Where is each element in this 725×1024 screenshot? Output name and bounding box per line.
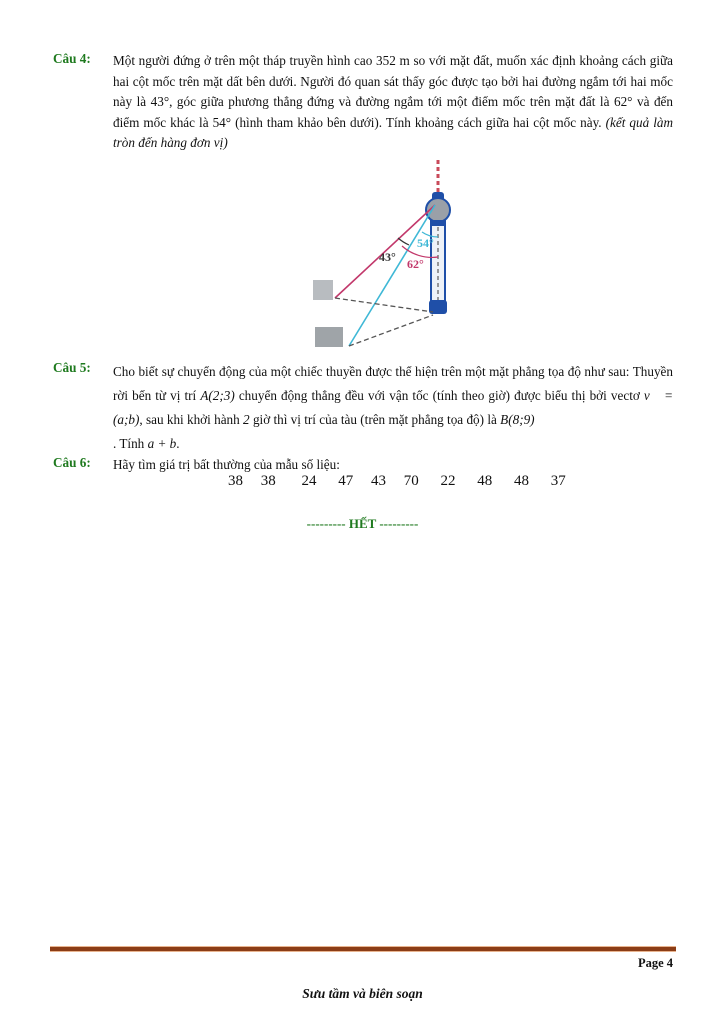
point-a: A(2;3) bbox=[200, 388, 235, 403]
data-value: 37 bbox=[550, 473, 566, 489]
question-label: Câu 5: bbox=[53, 360, 91, 375]
data-value: 47 bbox=[338, 473, 354, 489]
data-value: 24 bbox=[301, 473, 317, 489]
tower-figure bbox=[305, 160, 475, 350]
sightline-2 bbox=[349, 205, 435, 346]
tower-collar bbox=[431, 220, 445, 226]
text-segment: , sau khi khởi hành bbox=[139, 412, 240, 427]
vector-v: v⃗ = (a;b) bbox=[113, 388, 674, 427]
end-marker: --------- HẾT --------- bbox=[306, 516, 419, 531]
footer-credit: Sưu tầm và biên soạn bbox=[302, 986, 423, 1001]
angle-arc-43 bbox=[398, 238, 409, 245]
ground-line-1 bbox=[335, 298, 433, 312]
ground-line-2 bbox=[349, 315, 433, 346]
text-segment: . Tính bbox=[113, 436, 145, 451]
text-segment: chuyển động thẳng đều với vận tốc (tính theo giờ) được biểu thị bởi vectơ bbox=[238, 388, 640, 403]
question-4 bbox=[53, 51, 673, 154]
angle-label-54: 54° bbox=[417, 236, 434, 250]
question-4-note: (kết quả làm tròn đến hàng đơn vị) bbox=[113, 114, 674, 150]
question-text bbox=[113, 360, 673, 456]
question-label: Câu 6: bbox=[53, 455, 91, 470]
angle-label-43: 43° bbox=[379, 250, 396, 264]
text-segment: . bbox=[176, 436, 180, 451]
hours-value: 2 bbox=[243, 412, 250, 427]
data-sample bbox=[228, 473, 580, 490]
marker-1 bbox=[313, 280, 333, 300]
footer-rule bbox=[50, 946, 676, 952]
data-value: 38 bbox=[260, 473, 276, 489]
marker-2 bbox=[315, 327, 343, 347]
angle-label-62: 62° bbox=[407, 257, 424, 271]
data-value: 38 bbox=[228, 473, 243, 489]
question-label: Câu 4: bbox=[53, 51, 91, 66]
question-text bbox=[113, 51, 673, 154]
point-b: B(8;9) bbox=[500, 412, 535, 427]
text-segment: Cho biết sự chuyển động của một chiếc thuyền được thể hiện trên một mặt phẳng tọa độ như sau: Thuyền rời bến từ vị trí bbox=[113, 364, 673, 403]
question-5 bbox=[53, 360, 673, 456]
data-value: 48 bbox=[514, 473, 529, 489]
text-segment: giờ thì vị trí của tàu (trên mặt phẳng tọa độ) là bbox=[252, 412, 497, 427]
data-value: 43 bbox=[371, 473, 386, 489]
question-4-text: Một người đứng ở trên một tháp truyền hình cao 352 m so với mặt đất, muốn xác định khoảng cách giữa hai cột mốc trên mặt dất bên dưới. Người đó quan sát thấy góc được tạo bởi hai đường ngắm tới hai mốc này là 43°, góc giữa phương thẳng đứng và đường ngắm tới một điểm mốc trên mặt đất là 62° và đến điểm mốc khác là 54° (hình tham khảo bên dưới). Tính khoảng cách giữa hai cột mốc này. bbox=[113, 53, 673, 130]
page-number: Page 4 bbox=[637, 956, 673, 970]
tower-diagram bbox=[305, 160, 475, 350]
question-text: Hãy tìm giá trị bất thường của mẫu số liệu: bbox=[113, 457, 340, 472]
data-value: 70 bbox=[403, 473, 419, 489]
expression: a + b bbox=[147, 436, 177, 451]
data-value: 48 bbox=[477, 473, 493, 489]
data-value: 22 bbox=[440, 473, 456, 489]
